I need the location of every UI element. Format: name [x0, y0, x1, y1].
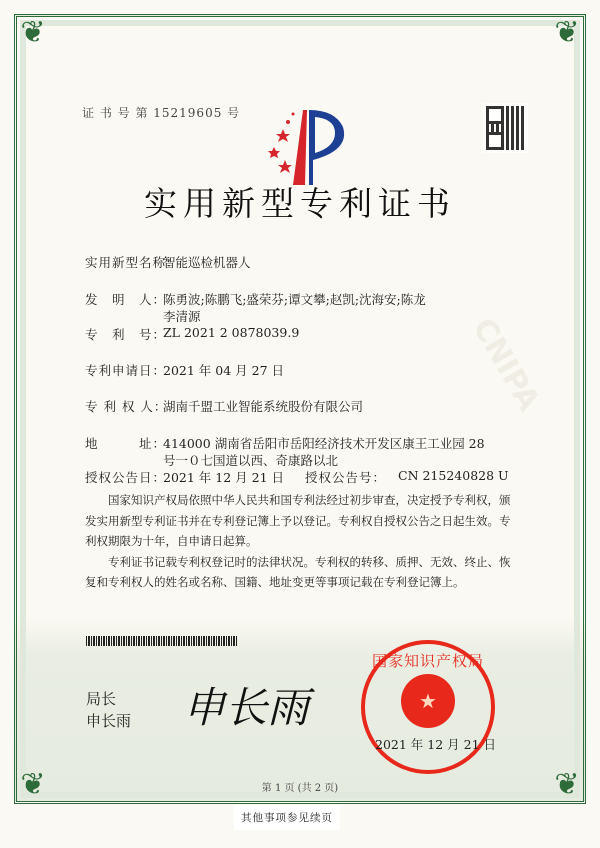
filing-date: 2021 年 04 月 27 日	[163, 363, 284, 378]
official-seal	[361, 640, 495, 774]
signatory-name: 申长雨	[86, 712, 132, 730]
ornament-icon: ❦	[554, 15, 580, 50]
signatory-title: 局长	[86, 690, 117, 708]
body-paragraph: 国家知识产权局依照中华人民共和国专利法经过初步审查，决定授予专利权，颁发实用新型专利证书并在专利登记簿上予以登记。专利权自授权公告之日起生效。专利权期限为十年，自申请日起算。	[85, 493, 511, 548]
grant-number: CN 215240828 U	[398, 468, 509, 483]
grant-date: 2021 年 12 月 21 日	[163, 470, 284, 485]
filing-date-label: 专利申请日：	[85, 363, 167, 378]
national-emblem-icon: ★	[401, 674, 455, 728]
patent-no-label: 专 利 号：	[85, 327, 167, 342]
certificate-title: 实用新型专利证书	[144, 184, 456, 223]
address-cont: 号一０七国道以西、奇康路以北	[163, 453, 339, 468]
name-label: 实用新型名称：	[85, 255, 180, 270]
ornament-icon: ❦	[20, 15, 46, 50]
seal-date: 2021 年 12 月 21 日	[375, 737, 496, 752]
address-label: 地 址：	[85, 436, 167, 451]
barcode	[86, 636, 238, 646]
watermark: CNIPA	[465, 312, 547, 418]
certificate-body	[85, 490, 519, 593]
inventors-cont: 李清源	[163, 309, 201, 324]
patent-owner: 湖南千盟工业智能系统股份有限公司	[163, 399, 364, 414]
body-paragraph: 专利证书记载专利权登记时的法律状况。专利权的转移、质押、无效、终止、恢复和专利权人的姓名或名称、国籍、地址变更等事项记载在专利登记簿上。	[85, 554, 511, 589]
certificate-number: 证 书 号 第 15219605 号	[82, 106, 241, 120]
inventors: 陈勇波;陈鹏飞;盛荣芬;谭文攀;赵凯;沈海安;陈龙	[163, 292, 426, 307]
patent-number: ZL 2021 2 0878039.9	[163, 325, 300, 340]
qr-code	[483, 103, 528, 153]
owner-label: 专 利 权 人：	[85, 399, 168, 414]
grant-no-label: 授权公告号：	[305, 470, 387, 485]
utility-model-name: 智能巡检机器人	[163, 255, 251, 270]
cnipa-logo-icon	[255, 105, 355, 185]
signature: 申长雨	[183, 683, 310, 732]
continuation-note: 其他事项参见续页	[234, 805, 340, 830]
ornament-icon: ❦	[554, 767, 580, 802]
grant-date-label: 授权公告日：	[85, 470, 167, 485]
inventor-label: 发 明 人：	[85, 292, 167, 307]
ornament-icon: ❦	[20, 767, 46, 802]
page-number: 第 1 页 (共 2 页)	[261, 783, 339, 794]
address: 414000 湖南省岳阳市岳阳经济技术开发区康王工业园 28	[163, 436, 485, 451]
seal-text: 国家知识产权局	[371, 652, 484, 670]
